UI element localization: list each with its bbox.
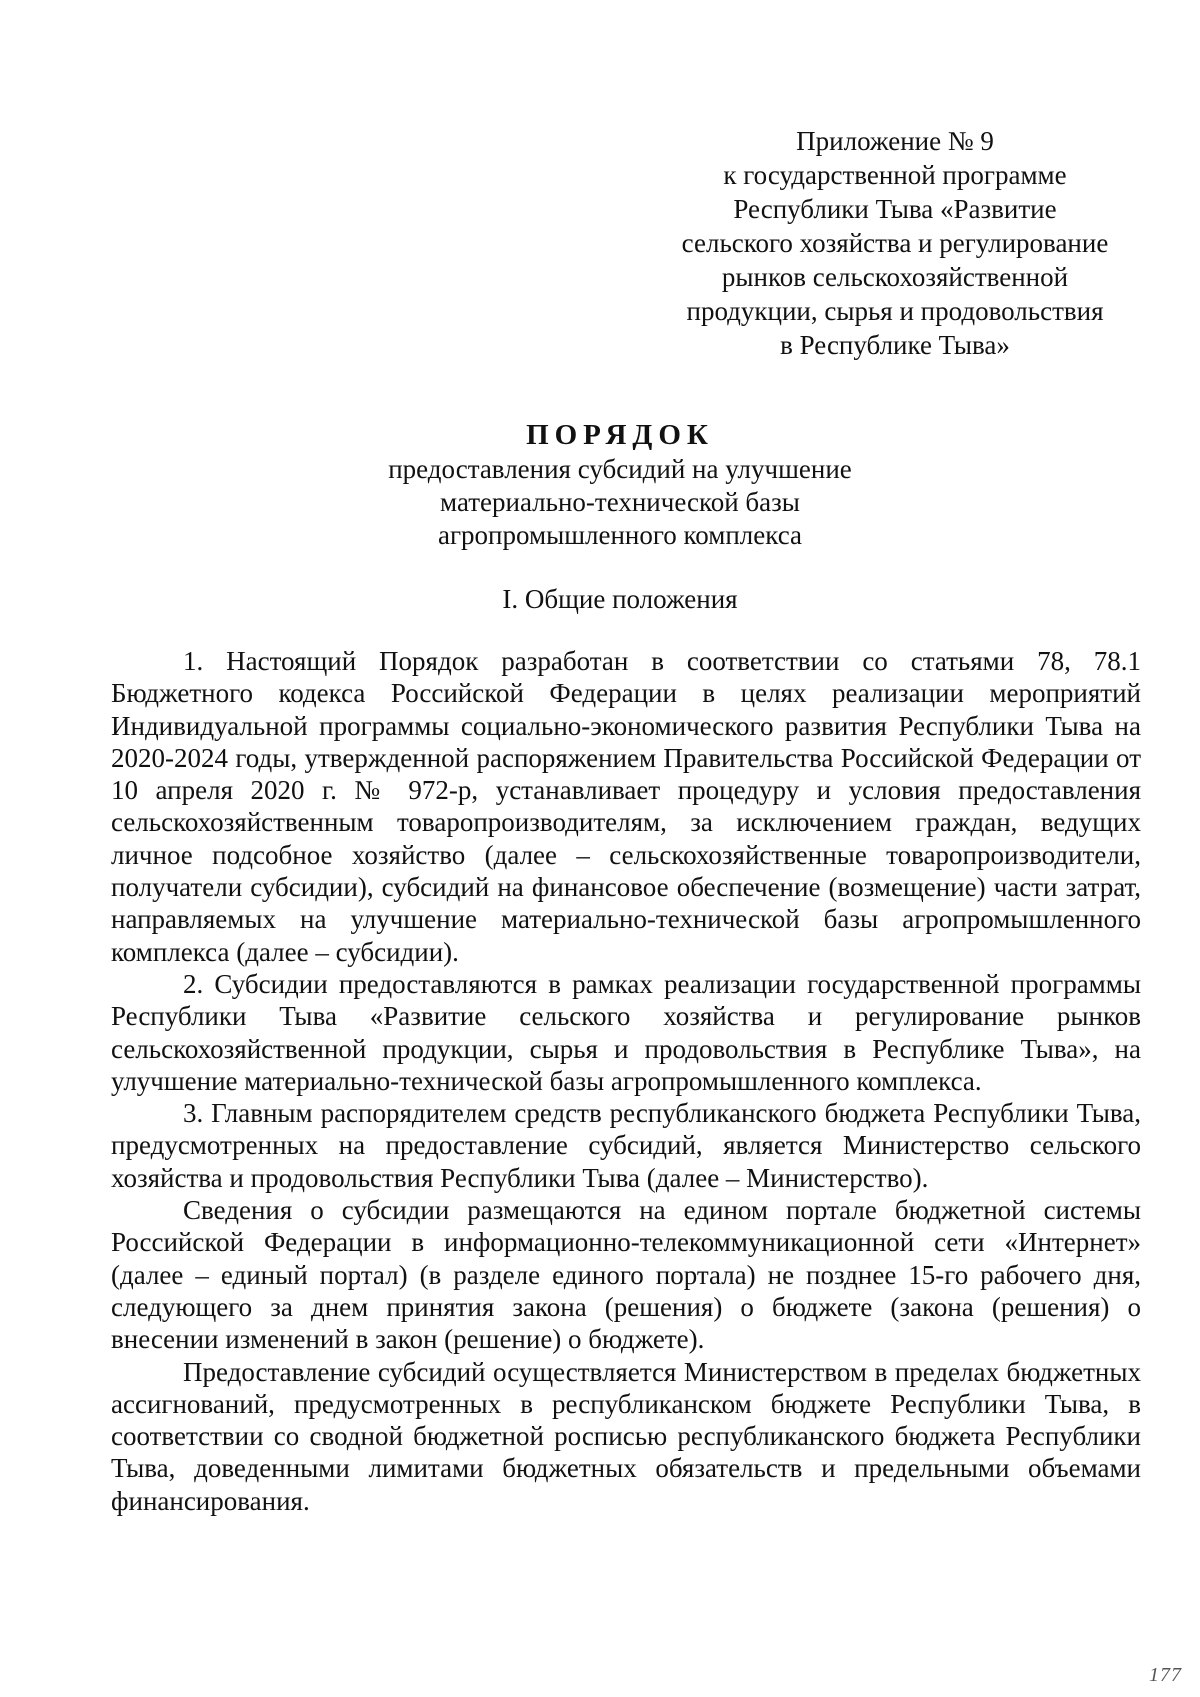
paragraph-provision: Предоставление субсидий осуществляется Министерством в пределах бюджетных ассигнований, предусмотренных в республиканском бюджете Республики Тыва, в соответствии со сводной бюджетной росписью республиканского бюджета Республики Тыва, доведенными лимитами бюджетных обязательств и предельными объемами финансирования. <box>111 1356 1141 1516</box>
subtitle-line: предоставления субсидий на улучшение <box>388 454 852 484</box>
document-subtitle <box>0 453 1200 552</box>
appendix-line: сельского хозяйства и регулирование <box>681 228 1109 258</box>
paragraph-1: 1. Настоящий Порядок разработан в соответствии со статьями 78, 78.1 Бюджетного кодекса Российской Федерации в целях реализации мероприятий Индивидуальной программы социально-экономического развития Республики Тыва на 2020-2024 годы, утвержденной распоряжением Правительства Российской Федерации от 10 апреля 2020 г. № 972-р, устанавливает процедуру и условия предоставления сельскохозяйственным товаропроизводителям, за исключением граждан, ведущих личное подсобное хозяйство (далее – сельскохозяйственные товаропроизводители, получатели субсидии), субсидий на финансовое обеспечение (возмещение) части затрат, направляемых на улучшение материально-технической базы агропромышленного комплекса (далее – субсидии). <box>111 646 1141 967</box>
appendix-line: Республики Тыва «Развитие <box>733 194 1057 224</box>
document-heading <box>0 417 1200 552</box>
paragraph-3: 3. Главным распорядителем средств республиканского бюджета Республики Тыва, предусмотренных на предоставление субсидий, является Министерство сельского хозяйства и продовольствия Республики Тыва (далее – Министерство). <box>111 1098 1141 1193</box>
section-title: I. Общие положения <box>502 584 738 614</box>
appendix-header <box>660 124 1130 362</box>
document-body <box>111 645 1141 1517</box>
document-title: ПОРЯДОК <box>526 419 714 451</box>
appendix-line: к государственной программе <box>723 160 1067 190</box>
paragraph-2: 2. Субсидии предоставляются в рамках реализации государственной программы Республики Тыва «Развитие сельского хозяйства и регулирование рынков сельскохозяйственной продукции, сырья и продовольствия в Республике Тыва», на улучшение материально-технической базы агропромышленного комплекса. <box>111 968 1141 1096</box>
appendix-line: в Республике Тыва» <box>780 330 1010 360</box>
handwritten-page-number: 177 <box>1149 1664 1182 1686</box>
subtitle-line: материально-технической базы <box>440 487 800 517</box>
paragraph-info: Сведения о субсидии размещаются на едином портале бюджетной системы Российской Федерации в информационно-телекоммуникационной сети «Интернет» (далее – единый портал) (в разделе единого портала) не позднее 15-го рабочего дня, следующего за днем принятия закона (решения) о бюджете (закона (решения) о внесении изменений в закон (решение) о бюджете). <box>111 1195 1141 1355</box>
appendix-line: Приложение № 9 <box>796 126 994 156</box>
appendix-line: продукции, сырья и продовольствия <box>686 296 1104 326</box>
appendix-line: рынков сельскохозяйственной <box>721 262 1069 292</box>
subtitle-line: агропромышленного комплекса <box>438 520 802 550</box>
